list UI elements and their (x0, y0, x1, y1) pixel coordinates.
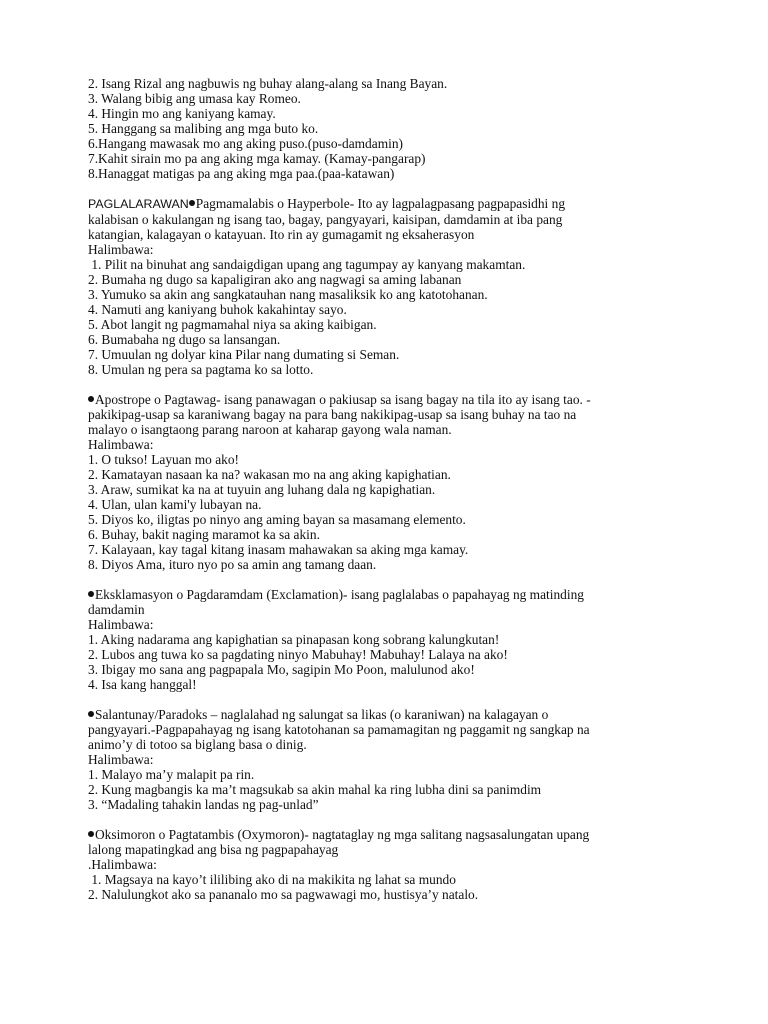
section-first-line (88, 707, 688, 722)
list-item: 6.Hangang mawasak mo ang aking puso.(puso-damdamin) (88, 136, 403, 151)
bullet-icon (88, 591, 94, 597)
list-item: 2. Kung magbangis ka ma’t magsukab sa akin mahal ka ring lubha dini sa panimdim (88, 782, 542, 797)
list-item: 8.Hanaggat matigas pa ang aking mga paa.(paa-katawan) (88, 166, 395, 181)
bullet-icon (88, 711, 94, 717)
section-gap (88, 181, 688, 196)
section-title: Oksimoron o Pagtatambis (Oxymoron)- nagtataglay ng mga salitang nagsasalungatan upang (95, 827, 590, 842)
hyperbole-section (88, 196, 688, 377)
oxymoron-section (88, 827, 688, 902)
example-label: Halimbawa: (88, 752, 154, 767)
list-item: 3. Araw, sumikat ka na at tuyuin ang luhang dala ng kapighatian. (88, 482, 436, 497)
list-item: 1. Aking nadarama ang kapighatian sa pinapasan kong sobrang kalungkutan! (88, 632, 500, 647)
example-label: .Halimbawa: (88, 857, 157, 872)
list-item: 8. Umulan ng pera sa pagtama ko sa lotto. (88, 362, 314, 377)
list-item: 4. Ulan, ulan kami'y lubayan na. (88, 497, 262, 512)
exclamation-section (88, 587, 688, 692)
bullet-icon (88, 831, 94, 837)
section-title: Salantunay/Paradoks – naglalahad ng salungat sa likas (o karaniwan) na kalagayan o (95, 707, 549, 722)
section-title: Eksklamasyon o Pagdaramdam (Exclamation)- isang paglalabas o papahayag ng matinding (95, 587, 584, 602)
list-item: 1. O tukso! Layuan mo ako! (88, 452, 239, 467)
definition-line: katangian, kalagayan o katayuan. Ito rin ay gumagamit ng eksaherasyon (88, 227, 475, 242)
section-heading: PAGLALARAWAN (88, 197, 189, 211)
definition-text: - Ito ay lagpalagpasang pagpapasidhi ng (349, 196, 566, 211)
section-first-line (88, 392, 688, 407)
section-title: Apostrope o Pagtawag- isang panawagan o pakiusap sa isang bagay na tila ito ay isang tao. - (95, 392, 591, 407)
list-item: 7. Umuulan ng dolyar kina Pilar nang dumating si Seman. (88, 347, 400, 362)
list-item: 2. Lubos ang tuwa ko sa pagdating ninyo Mabuhay! Mabuhay! Lalaya na ako! (88, 647, 508, 662)
section-gap (88, 812, 688, 827)
list-item: 4. Namuti ang kaniyang buhok kakahintay sayo. (88, 302, 347, 317)
definition-line: malayo o isangtaong parang naroon at kaharap gayong wala naman. (88, 422, 452, 437)
section-first-line (88, 196, 688, 212)
metaphor-examples (88, 76, 688, 181)
list-item: 6. Bumabaha ng dugo sa lansangan. (88, 332, 281, 347)
section-gap (88, 572, 688, 587)
document-page (88, 76, 688, 902)
list-item: 7. Kalayaan, kay tagal kitang inasam mahawakan sa aking mga kamay. (88, 542, 469, 557)
bullet-icon (189, 200, 195, 206)
list-item: 7.Kahit sirain mo pa ang aking mga kamay. (Kamay-pangarap) (88, 151, 426, 166)
list-item: 8. Diyos Ama, ituro nyo po sa amin ang tamang daan. (88, 557, 377, 572)
definition-line: pangyayari.-Pagpapahayag ng isang katotohanan sa pamamagitan ng paggamit ng sangkap na (88, 722, 590, 737)
list-item: 1. Magsaya na kayo’t ililibing ako di na makikita ng lahat sa mundo (88, 872, 456, 887)
definition-line: pakikipag-usap sa karaniwang bagay na para bang nakikipag-usap sa isang buhay na tao na (88, 407, 577, 422)
definition-line: kalabisan o kakulangan ng isang tao, bagay, pangyayari, kaisipan, damdamin at iba pang (88, 212, 563, 227)
section-gap (88, 377, 688, 392)
list-item: 4. Isa kang hanggal! (88, 677, 197, 692)
section-first-line (88, 587, 688, 602)
list-item: 2. Isang Rizal ang nagbuwis ng buhay alang-alang sa Inang Bayan. (88, 76, 448, 91)
list-item: 5. Diyos ko, iligtas po ninyo ang aming bayan sa masamang elemento. (88, 512, 466, 527)
paradox-section (88, 707, 688, 812)
list-item: 3. Yumuko sa akin ang sangkatauhan nang masaliksik ko ang katotohanan. (88, 287, 488, 302)
section-gap (88, 692, 688, 707)
section-title: Pagmamalabis o Hayperbole (195, 196, 350, 211)
definition-line: lalong mapatingkad ang bisa ng pagpapahayag (88, 842, 339, 857)
example-label: Halimbawa: (88, 437, 154, 452)
apostrophe-section (88, 392, 688, 572)
example-label: Halimbawa: (88, 242, 154, 257)
list-item: 4. Hingin mo ang kaniyang kamay. (88, 106, 276, 121)
list-item: 3. Ibigay mo sana ang pagpapala Mo, sagipin Mo Poon, malulunod ako! (88, 662, 475, 677)
list-item: 5. Abot langit ng pagmamahal niya sa aking kaibigan. (88, 317, 377, 332)
definition-line: damdamin (88, 602, 145, 617)
example-label: Halimbawa: (88, 617, 154, 632)
list-item: 6. Buhay, bakit naging maramot ka sa akin. (88, 527, 320, 542)
list-item: 5. Hanggang sa malibing ang mga buto ko. (88, 121, 319, 136)
list-item: 2. Kamatayan nasaan ka na? wakasan mo na ang aking kapighatian. (88, 467, 451, 482)
list-item: 3. Walang bibig ang umasa kay Romeo. (88, 91, 301, 106)
section-first-line (88, 827, 688, 842)
list-item: 2. Nalulungkot ako sa pananalo mo sa pagwawagi mo, hustisya’y natalo. (88, 887, 479, 902)
list-item: 3. “Madaling tahakin landas ng pag-unlad” (88, 797, 319, 812)
list-item: 1. Malayo ma’y malapit pa rin. (88, 767, 255, 782)
list-item: 1. Pilit na binuhat ang sandaigdigan upang ang tagumpay ay kanyang makamtan. (88, 257, 526, 272)
definition-line: animo’y di totoo sa biglang basa o dinig. (88, 737, 307, 752)
list-item: 2. Bumaha ng dugo sa kapaligiran ako ang nagwagi sa aming labanan (88, 272, 462, 287)
bullet-icon (88, 396, 94, 402)
